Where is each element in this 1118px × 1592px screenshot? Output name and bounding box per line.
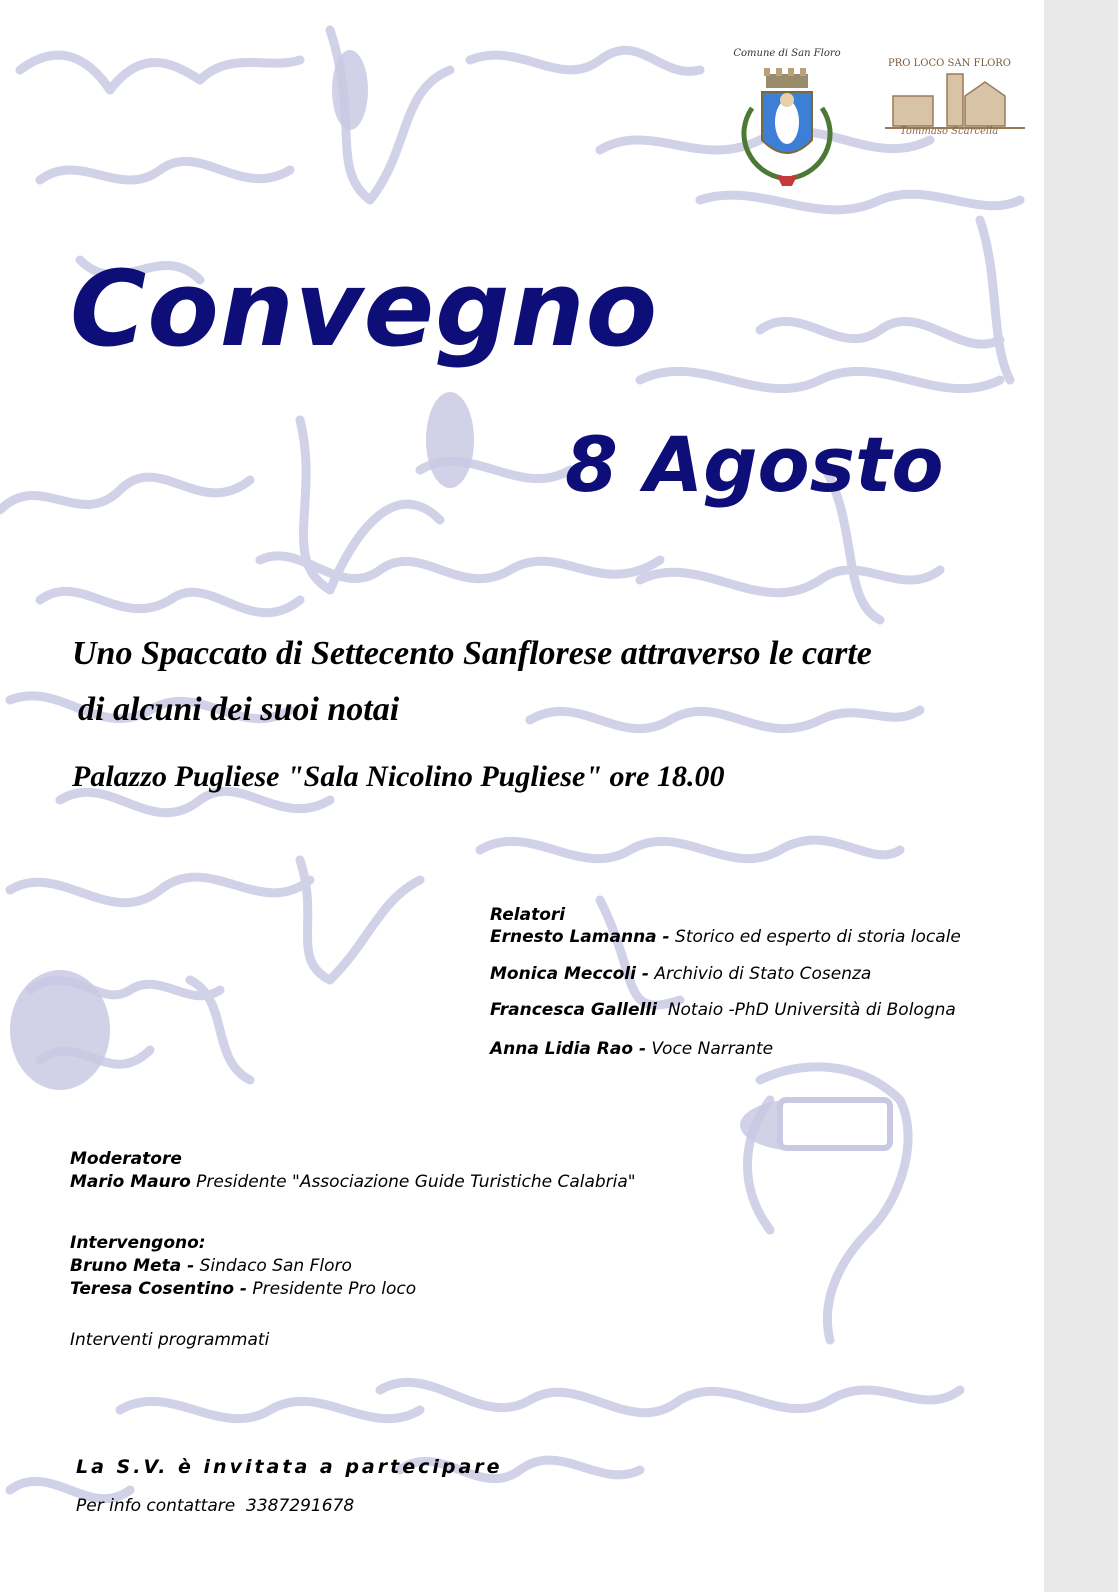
- intervento-item: [70, 1278, 416, 1301]
- intervengono-section: [70, 1232, 416, 1301]
- subtitle-line-1: Uno Spaccato di Settecento Sanflorese attraverso le carte: [72, 635, 872, 672]
- relatore-item: [490, 926, 961, 948]
- moderatore-section: [70, 1148, 636, 1194]
- event-subtitle: [72, 626, 1032, 738]
- poster-title: Convegno: [70, 248, 659, 370]
- contact-label: Per info contattare: [76, 1496, 236, 1516]
- moderatore-role: Presidente "Associazione Guide Turistiche Calabria": [196, 1172, 636, 1192]
- intervento-role: Presidente Pro loco: [252, 1279, 417, 1299]
- page-margin-strip: [1044, 0, 1118, 1592]
- contact-phone: 3387291678: [246, 1496, 355, 1516]
- contact-info: [76, 1496, 354, 1516]
- event-date: 8 Agosto: [565, 420, 944, 509]
- relatore-name: Anna Lidia Rao -: [490, 1039, 647, 1059]
- relatore-name: Ernesto Lamanna -: [490, 927, 670, 947]
- proloco-label: PRO LOCO SAN FLORO: [888, 58, 1012, 69]
- invitation-line: La S.V. è invitata a partecipare: [76, 1456, 503, 1478]
- moderatore-heading: Moderatore: [70, 1149, 182, 1169]
- intervento-item: [70, 1255, 416, 1278]
- intervengono-heading: Intervengono:: [70, 1233, 206, 1253]
- relatori-heading: Relatori: [490, 905, 566, 925]
- subtitle-line-2: di alcuni dei suoi notai: [78, 691, 400, 728]
- relatore-item: [490, 999, 961, 1021]
- comune-label: Comune di San Floro: [733, 48, 841, 59]
- relatore-item: [490, 963, 961, 985]
- proloco-signature: Tommaso Scarcella: [900, 126, 999, 137]
- relatore-name: Monica Meccoli -: [490, 964, 649, 984]
- relatore-item: [490, 1038, 961, 1060]
- intervento-role: Sindaco San Floro: [199, 1256, 352, 1276]
- intervento-name: Teresa Cosentino -: [70, 1279, 247, 1299]
- event-venue: Palazzo Pugliese "Sala Nicolino Pugliese" ore 18.00: [72, 760, 725, 793]
- interventi-programmati: Interventi programmati: [70, 1330, 270, 1350]
- moderatore-name: Mario Mauro: [70, 1172, 191, 1192]
- intervento-name: Bruno Meta -: [70, 1256, 195, 1276]
- relatore-role: Archivio di Stato Cosenza: [654, 964, 872, 984]
- relatore-role: Notaio -PhD Università di Bologna: [667, 1000, 956, 1020]
- relatore-name: Francesca Gallelli: [490, 1000, 657, 1020]
- relatore-role: Storico ed esperto di storia locale: [675, 927, 961, 947]
- comune-coat-of-arms-logo: [722, 48, 852, 198]
- relatore-role: Voce Narrante: [651, 1039, 774, 1059]
- relatori-section: [490, 904, 961, 1060]
